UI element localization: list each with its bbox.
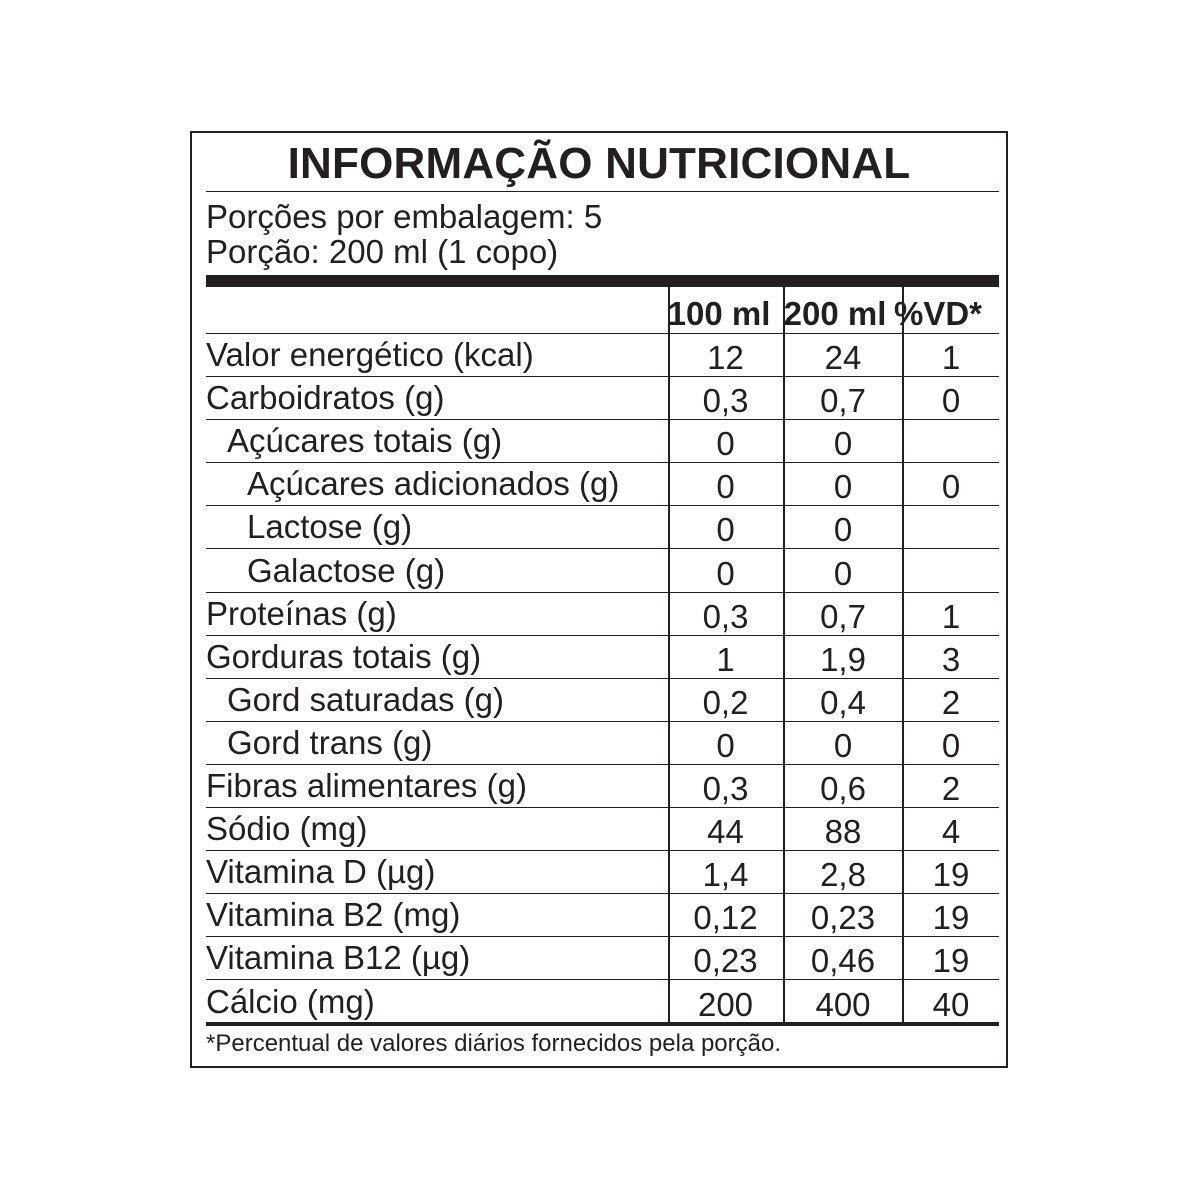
serving-size: Porção: 200 ml (1 copo) — [206, 233, 559, 270]
value-daily-percent: 3 — [941, 640, 961, 678]
value-per-200ml: 0 — [833, 425, 853, 463]
value-per-200ml: 0,46 — [810, 942, 876, 980]
value-daily-percent: 0 — [941, 382, 961, 420]
nutrient-name: Vitamina D (µg) — [206, 853, 436, 891]
value-per-200ml: 400 — [815, 985, 871, 1023]
nutrient-name: Galactose (g) — [247, 551, 446, 589]
nutrient-row — [206, 981, 999, 1024]
nutrient-name: Lactose (g) — [247, 508, 413, 546]
column-header-200ml: 200 ml — [783, 295, 887, 332]
nutrient-name: Vitamina B2 (mg) — [206, 896, 461, 934]
value-daily-percent: 2 — [941, 683, 961, 721]
thick-divider-bottom — [206, 1022, 999, 1026]
value-daily-percent: 40 — [932, 985, 970, 1023]
value-per-200ml: 0 — [833, 511, 853, 549]
value-per-200ml: 0,7 — [820, 382, 866, 420]
value-per-100ml: 1 — [716, 640, 735, 678]
nutrient-name: Sódio (mg) — [206, 810, 368, 848]
nutrient-name: Gord trans (g) — [227, 723, 433, 761]
nutrient-row — [206, 808, 999, 851]
nutrient-row — [206, 463, 999, 506]
value-per-200ml: 88 — [824, 813, 862, 851]
nutrient-name: Cálcio (mg) — [206, 982, 375, 1020]
nutrient-row — [206, 593, 999, 636]
servings-per-package: Porções por embalagem: 5 — [206, 198, 603, 235]
value-per-100ml: 0,2 — [702, 683, 749, 721]
value-daily-percent: 1 — [941, 597, 961, 635]
nutrient-name: Valor energético (kcal) — [206, 336, 534, 373]
value-daily-percent: 19 — [932, 942, 970, 980]
nutrient-row — [206, 679, 999, 722]
label-title: INFORMAÇÃO NUTRICIONAL — [287, 139, 911, 188]
column-header-100ml: 100 ml — [667, 295, 771, 332]
value-daily-percent: 4 — [941, 813, 961, 851]
value-per-100ml: 0 — [716, 554, 735, 592]
nutrient-row — [206, 722, 999, 765]
nutrient-row — [206, 636, 999, 679]
nutrient-name: Fibras alimentares (g) — [206, 767, 527, 804]
value-per-100ml: 0,3 — [702, 597, 749, 635]
value-daily-percent: 0 — [941, 726, 961, 764]
value-per-100ml: 200 — [697, 985, 754, 1023]
value-per-200ml: 2,8 — [820, 856, 866, 894]
nutrient-row — [206, 334, 999, 377]
nutrient-row — [206, 506, 999, 549]
value-per-100ml: 44 — [707, 813, 744, 851]
nutrient-name: Açúcares totais (g) — [227, 422, 503, 460]
value-per-200ml: 1,9 — [820, 640, 866, 678]
nutrient-name: Açúcares adicionados (g) — [247, 465, 620, 503]
column-header-vd: %VD* — [893, 295, 983, 332]
nutrient-row — [206, 377, 999, 420]
value-daily-percent: 19 — [932, 856, 970, 894]
nutrient-name: Gorduras totais (g) — [206, 637, 482, 675]
value-per-100ml: 0 — [716, 726, 735, 764]
nutrient-name: Gord saturadas (g) — [227, 680, 504, 718]
nutrient-row — [206, 550, 999, 593]
value-per-200ml: 0 — [833, 726, 853, 764]
nutrition-facts-label — [190, 131, 1008, 1068]
nutrient-row — [206, 765, 999, 808]
value-daily-percent: 2 — [941, 770, 961, 807]
footnote: *Percentual de valores diários fornecidos pela porção. — [206, 1030, 782, 1057]
value-per-200ml: 0,7 — [820, 597, 866, 635]
nutrient-name: Proteínas (g) — [206, 594, 397, 632]
value-daily-percent: 19 — [932, 899, 970, 937]
value-daily-percent: 1 — [941, 339, 961, 376]
value-per-100ml: 0,3 — [702, 770, 749, 807]
nutrient-row — [206, 420, 999, 463]
value-per-100ml: 0 — [716, 468, 735, 506]
nutrient-name: Vitamina B12 (µg) — [206, 939, 471, 977]
value-daily-percent: 0 — [941, 468, 961, 506]
value-per-200ml: 0,23 — [810, 899, 876, 937]
nutrient-name: Carboidratos (g) — [206, 379, 445, 417]
value-per-100ml: 0 — [716, 511, 735, 549]
value-per-200ml: 0 — [833, 554, 853, 592]
value-per-100ml: 0,3 — [702, 382, 749, 420]
nutrient-row — [206, 894, 999, 937]
value-per-200ml: 24 — [824, 339, 862, 376]
nutrient-row — [206, 937, 999, 980]
value-per-100ml: 12 — [707, 339, 744, 376]
value-per-200ml: 0,6 — [820, 770, 866, 807]
value-per-100ml: 0,12 — [693, 899, 758, 937]
nutrient-row — [206, 851, 999, 894]
title-divider — [206, 191, 999, 192]
value-per-100ml: 0 — [716, 425, 735, 463]
thick-divider-top — [206, 275, 999, 287]
value-per-100ml: 1,4 — [702, 856, 749, 894]
value-per-200ml: 0 — [833, 468, 853, 506]
value-per-200ml: 0,4 — [820, 683, 866, 721]
value-per-100ml: 0,23 — [693, 942, 758, 980]
